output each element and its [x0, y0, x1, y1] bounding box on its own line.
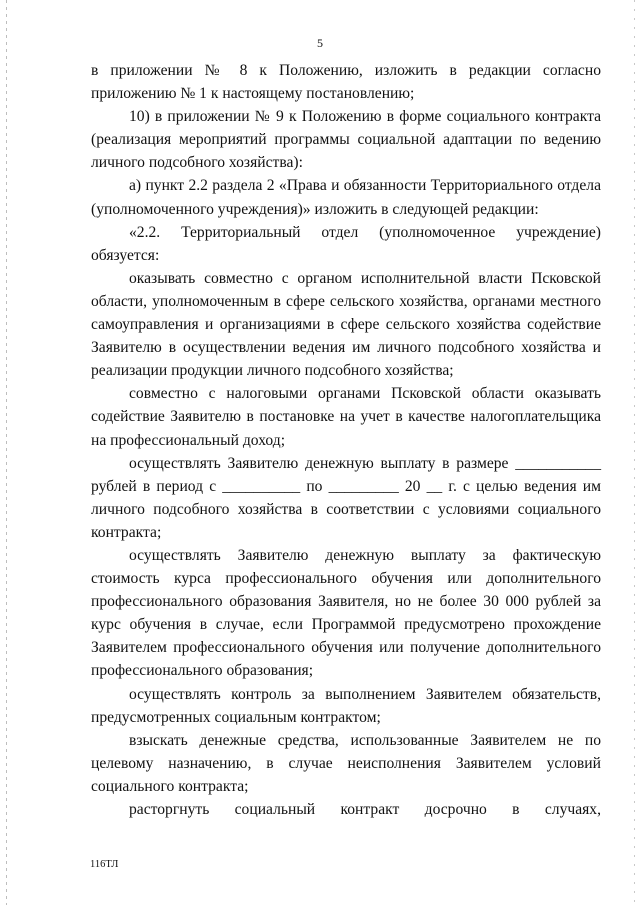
scan-edge-left [6, 0, 7, 905]
paragraph-item-10: 10) в приложении № 9 к Положению в форме социального контракта (реализация мероприятий программы социальной адаптации по ведению личного подсобного хозяйства): [91, 108, 601, 172]
paragraph-cash-payment: осуществлять Заявителю денежную выплату в размере ___________ рублей в период с __________ по _________ 20 __ г. с целью ведения им личного подсобного хозяйства в соответствии с условиями социального контракта; [91, 454, 601, 541]
document-code: 116ТЛ [90, 859, 119, 870]
paragraph-appendix-8: в приложении № 8 к Положению, изложить в редакции согласно приложению № 1 к настоящему постановлению; [91, 62, 601, 103]
paragraph-training-payment: осуществлять Заявителю денежную выплату за фактическую стоимость курса профессионального обучения или дополнительного профессионального образования Заявителя, но не более 30 000 рублей за курс обучения в случае, если Программой предусмотрено прохождение Заявителем профессионального обучения или получение дополнительного профессионального образования; [91, 546, 601, 680]
paragraph-recovery: взыскать денежные средства, использованные Заявителем не по целевому назначению, в случае неисполнения Заявителем условий социального контракта; [91, 731, 601, 795]
paragraph-agriculture-assistance: оказывать совместно с органом исполнительной власти Псковской области, уполномоченным в сфере сельского хозяйства, органами местного самоуправления и организациями в сфере сельского хозяйства содействие Заявителю в осуществлении ведения им личного подсобного хозяйства и реализации продукции личного подсобного хозяйства; [91, 269, 601, 380]
paragraph-subitem-a: а) пункт 2.2 раздела 2 «Права и обязанности Территориального отдела (уполномоченного учреждения)» изложить в следующей редакции: [91, 177, 601, 218]
paragraph-termination: расторгнуть социальный контракт досрочно в случаях, [129, 801, 601, 818]
page-number: 5 [317, 36, 323, 50]
paragraph-clause-2-2: «2.2. Территориальный отдел (уполномоченное учреждение) обязуется: [91, 223, 601, 264]
scan-edge-right [634, 0, 635, 905]
paragraph-tax-assistance: совместно с налоговыми органами Псковской области оказывать содействие Заявителю в постановке на учет в качестве налогоплательщика на профессиональный доход; [91, 385, 601, 449]
document-body [91, 59, 601, 821]
paragraph-control: осуществлять контроль за выполнением Заявителем обязательств, предусмотренных социальным контрактом; [91, 685, 601, 726]
